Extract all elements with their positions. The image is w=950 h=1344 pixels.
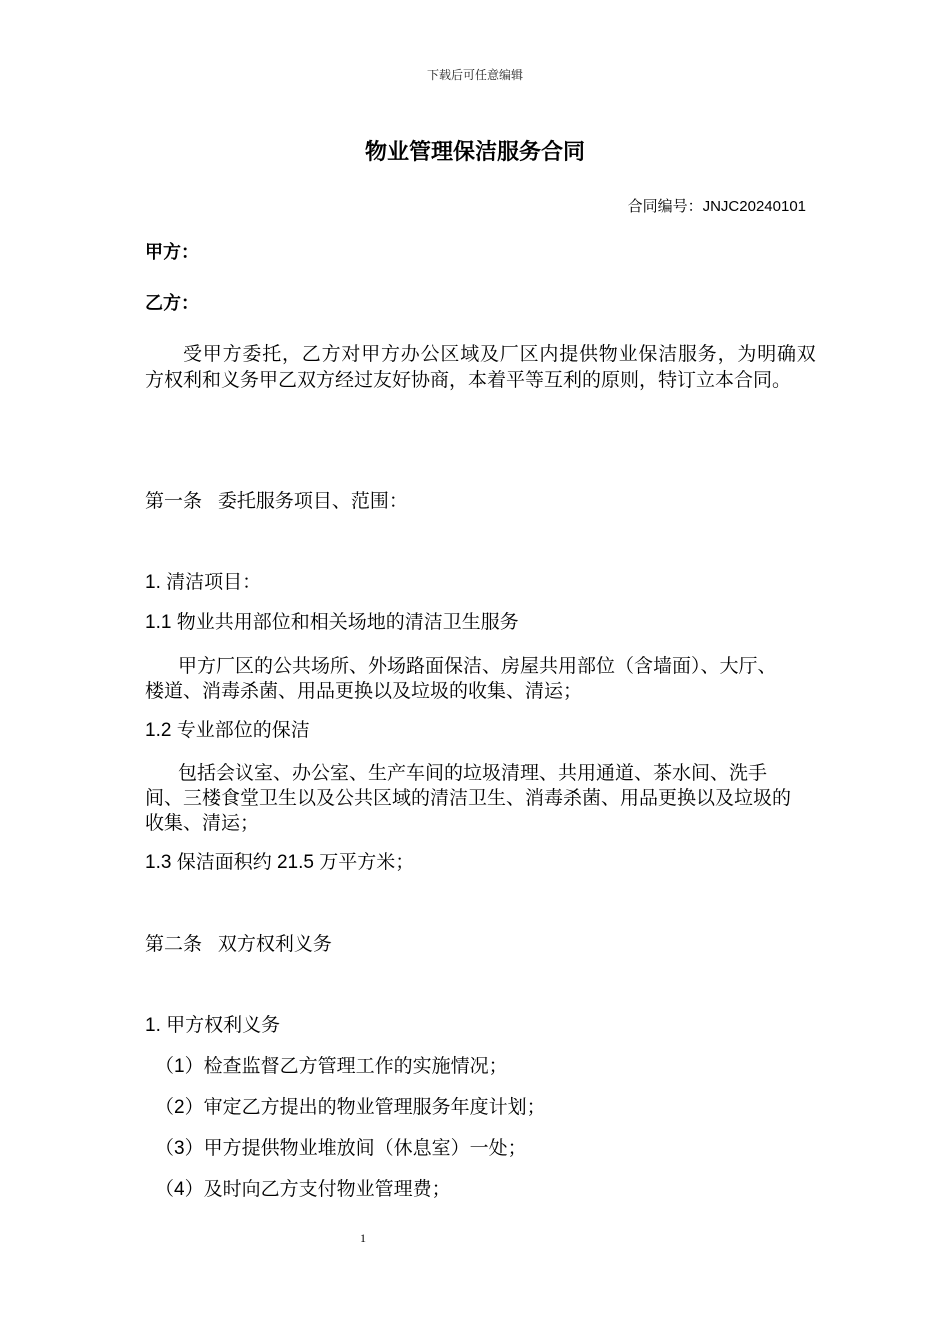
- paragraph-line: 间、三楼食堂卫生以及公共区域的清洁卫生、消毒杀菌、用品更换以及垃圾的: [145, 788, 792, 809]
- paragraph-line: 包括会议室、办公室、生产车间的垃圾清理、共用通道、茶水间、洗手: [178, 763, 768, 784]
- clause-1-1-heading: 1.1 物业共用部位和相关场地的清洁卫生服务: [145, 612, 519, 633]
- paragraph-line: 甲方厂区的公共场所、外场路面保洁、房屋共用部位（含墙面）、大厅、: [178, 656, 777, 677]
- duty-item: （4）及时向乙方支付物业管理费；: [155, 1179, 451, 1200]
- intro-line: 方权利和义务甲乙双方经过友好协商，本着平等互利的原则，特订立本合同。: [145, 370, 792, 391]
- clause-1-2-heading: 1.2 专业部位的保洁: [145, 720, 310, 741]
- duty-item: （2）审定乙方提出的物业管理服务年度计划；: [155, 1097, 546, 1118]
- party-a-duties-heading: 1. 甲方权利义务: [145, 1015, 281, 1036]
- intro-paragraph: [145, 342, 817, 394]
- party-b-label: 乙方：: [145, 293, 199, 313]
- clause-1-1-paragraph: [145, 654, 805, 704]
- document-title: 物业管理保洁服务合同: [364, 139, 585, 164]
- page-number: 1: [360, 1231, 366, 1245]
- paragraph-line: 楼道、消毒杀菌、用品更换以及垃圾的收集、清运；: [145, 681, 583, 702]
- intro-line: 受甲方委托，乙方对甲方办公区域及厂区内提供物业保洁服务，为明确双: [183, 344, 817, 365]
- paragraph-line: 收集、清运；: [145, 813, 260, 834]
- clause-1-2-paragraph: [145, 761, 805, 836]
- article-1-heading: 第一条 委托服务项目、范围：: [145, 491, 408, 512]
- contract-number: 合同编号：JNJC20240101: [627, 198, 806, 215]
- duty-item: （3）甲方提供物业堆放间（休息室）一处；: [155, 1138, 527, 1159]
- clause-1-3-text: 1.3 保洁面积约 21.5 万平方米；: [145, 852, 415, 873]
- party-a-label: 甲方：: [145, 242, 199, 262]
- clause-1-heading: 1. 清洁项目：: [145, 572, 262, 593]
- duty-item: （1）检查监督乙方管理工作的实施情况；: [155, 1056, 508, 1077]
- header-note: 下载后可任意编辑: [426, 68, 523, 82]
- article-2-heading: 第二条 双方权利义务: [145, 934, 332, 955]
